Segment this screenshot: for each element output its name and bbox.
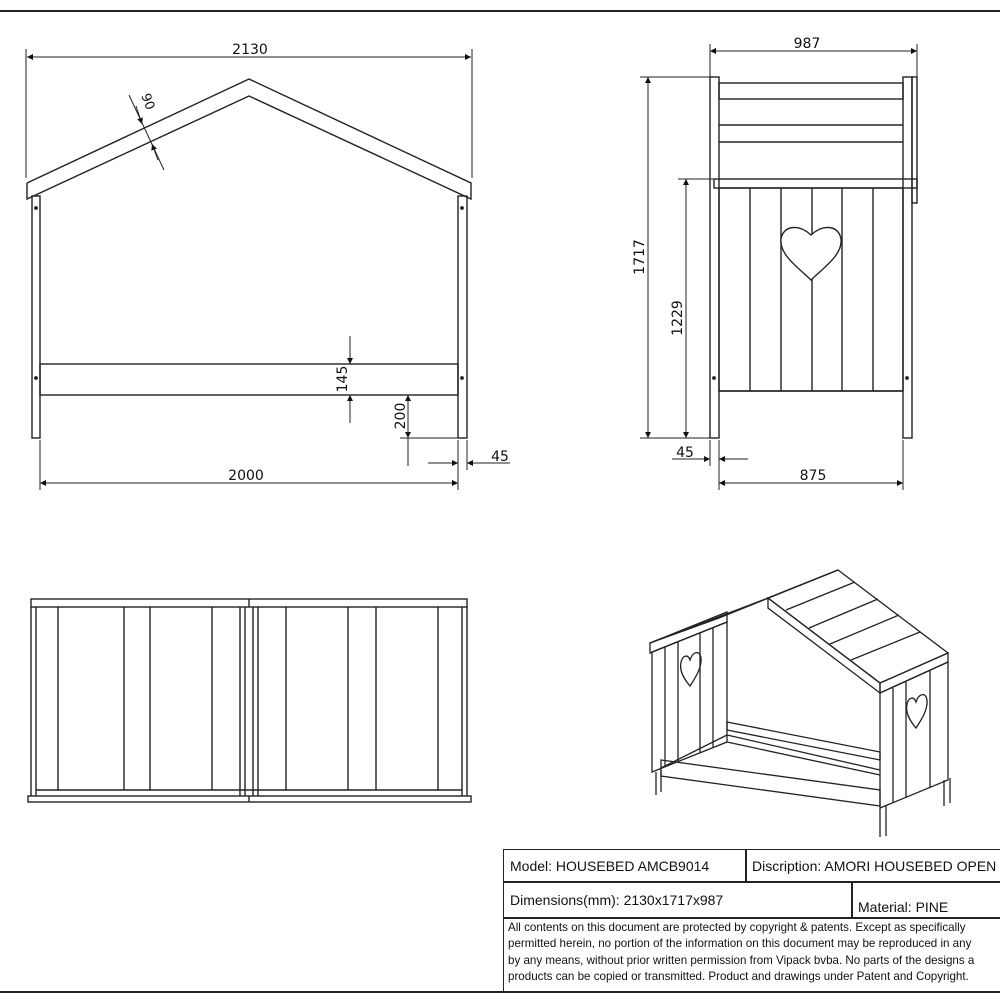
dim-side-inner-width: 875 [799,468,827,484]
front-view [27,79,471,438]
copyright-notice [503,917,1000,992]
notice-line: All contents on this document are protected by copyright & patents. Except as specifically [508,921,966,934]
sheet-border [0,11,1000,992]
side-view [710,77,917,438]
material-cell [851,881,1000,919]
dim-side-overall-width: 987 [793,36,821,52]
dim-rail-height: 145 [335,365,351,393]
model-cell [503,849,747,883]
dim-front-overall-width: 2130 [232,42,268,58]
model-text: Model: HOUSEBED AMCB9014 [510,858,710,874]
notice-line: by any means, without prior written permission from Vipack bvba. No parts of the designs a [508,953,975,967]
dim-front-inner-length: 2000 [228,468,264,484]
left-heart-cutout-icon [681,653,702,686]
dim-side-post-width: 45 [676,445,694,461]
front-view-dimensions [26,49,510,490]
notice-line: permitted herein, no portion of the information on this document may be reproduced in any [508,937,972,951]
dimensions-text: Dimensions(mm): 2130x1717x987 [510,892,724,908]
material-text: Material: PINE [858,899,949,915]
right-heart-cutout-icon [907,695,928,728]
dim-side-panel-height: 1229 [670,300,686,336]
top-view [28,599,471,802]
side-view-dimensions [640,44,917,490]
isometric-view [650,570,950,837]
dimensions-cell [503,881,853,919]
description-text: Discription: AMORI HOUSEBED OPEN [752,858,997,874]
dim-roof-thickness: 90 [137,91,158,113]
front-view-dimension-labels [137,40,509,484]
description-cell [745,849,1000,883]
dim-side-overall-height: 1717 [632,239,648,275]
heart-cutout-icon [781,227,841,280]
dim-front-post-width: 45 [491,449,509,465]
dim-rail-clearance: 200 [393,402,409,430]
notice-line: products can be copied or transmitted. Product and drawings under Patent and Copyright. [508,969,969,983]
title-block [503,849,1000,992]
